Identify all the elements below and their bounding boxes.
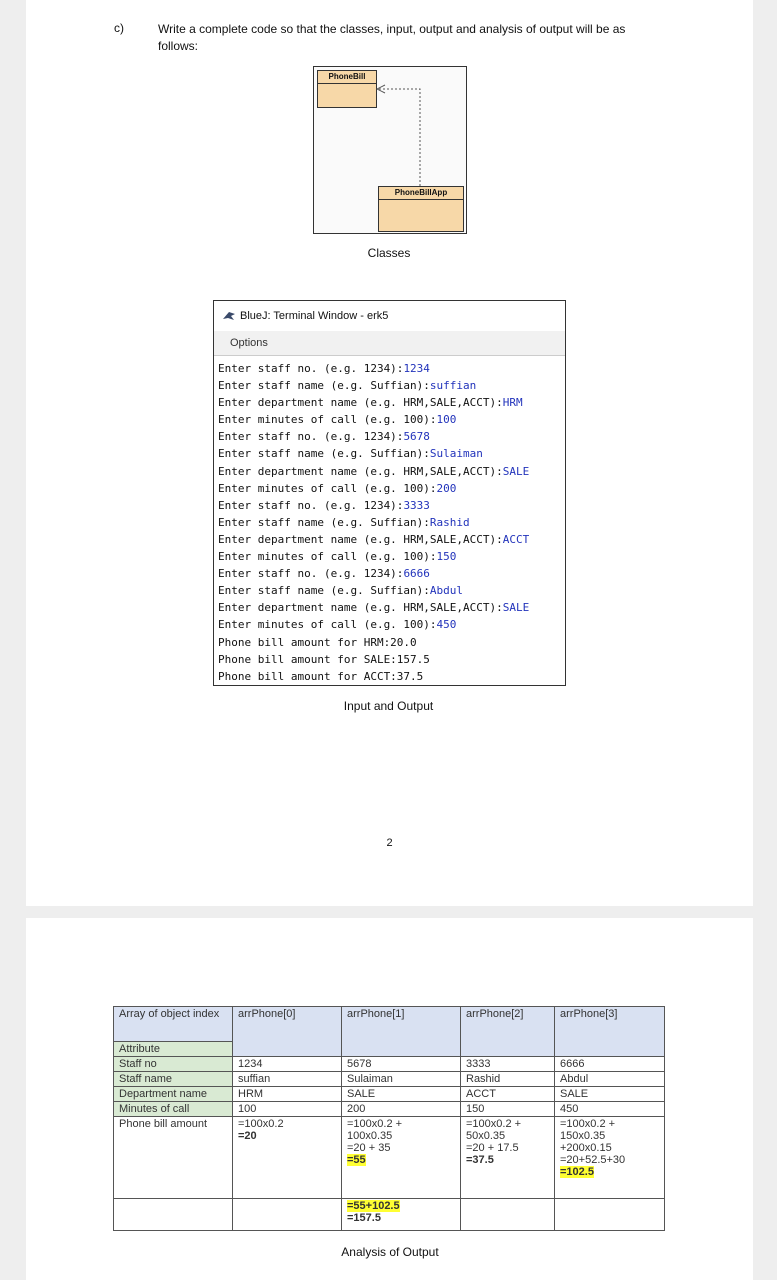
table-row (114, 1057, 665, 1072)
table-header-row (114, 1007, 665, 1042)
terminal-prompt: Enter minutes of call (e.g. 100): (218, 413, 437, 427)
terminal-output (214, 356, 565, 685)
terminal-input-value: suffian (429, 379, 477, 393)
terminal-line (218, 634, 565, 651)
terminal-input-value: 150 (436, 550, 457, 564)
header-cell: arrPhone[1] (342, 1007, 461, 1057)
terminal-prompt: Enter staff name (e.g. Suffian): (218, 515, 430, 529)
terminal-prompt: Phone bill amount for HRM:20.0 (218, 635, 417, 649)
terminal-line (218, 377, 565, 394)
calc-line: 150x0.35 (560, 1130, 606, 1142)
terminal-line (218, 651, 565, 668)
calc-line: =100x0.2 + (560, 1118, 616, 1130)
terminal-line (218, 360, 565, 377)
table-cell: 6666 (555, 1057, 665, 1072)
table-cell: 1234 (233, 1057, 342, 1072)
terminal-line (218, 445, 565, 462)
terminal-input-value: 5678 (403, 430, 430, 444)
calc-line: =20 + 17.5 (466, 1142, 519, 1154)
bill-result: =37.5 (466, 1154, 494, 1166)
table-row (114, 1102, 665, 1117)
terminal-line (218, 582, 565, 599)
row-label: Staff name (114, 1072, 233, 1087)
terminal-prompt: Enter staff no. (e.g. 1234): (218, 362, 404, 375)
terminal-input-value: HRM (502, 396, 523, 410)
terminal-prompt: Enter staff no. (e.g. 1234): (218, 567, 404, 581)
bluej-bird-icon (222, 310, 236, 322)
table-row (114, 1087, 665, 1102)
terminal-prompt: Enter department name (e.g. HRM,SALE,ACCT): (218, 532, 503, 546)
row-label: Department name (114, 1087, 233, 1102)
terminal-prompt: Enter staff name (e.g. Suffian): (218, 584, 430, 598)
terminal-line (218, 463, 565, 480)
table-cell: 450 (555, 1102, 665, 1117)
terminal-title: BlueJ: Terminal Window - erk5 (240, 310, 389, 322)
terminal-input-value: SALE (502, 601, 530, 615)
terminal-line (218, 668, 565, 685)
terminal-line (218, 497, 565, 514)
attribute-label: Attribute (114, 1042, 233, 1057)
terminal-titlebar (214, 301, 565, 331)
terminal-prompt: Enter staff no. (e.g. 1234): (218, 498, 404, 512)
analysis-table (113, 1006, 665, 1231)
terminal-line (218, 599, 565, 616)
calc-line: =20 + 35 (347, 1142, 391, 1154)
table-cell: SALE (342, 1087, 461, 1102)
terminal-prompt: Enter department name (e.g. HRM,SALE,ACCT): (218, 396, 503, 410)
bill-result: =20 (238, 1130, 257, 1142)
table-cell: Sulaiman (342, 1072, 461, 1087)
table-row (114, 1072, 665, 1087)
bill-cell (555, 1117, 665, 1199)
calc-line: 50x0.35 (466, 1130, 506, 1142)
table-cell: SALE (555, 1087, 665, 1102)
terminal-prompt: Enter staff no. (e.g. 1234): (218, 430, 404, 444)
bill-row (114, 1117, 665, 1199)
terminal-line (218, 480, 565, 497)
table-cell: Rashid (461, 1072, 555, 1087)
terminal-line (218, 411, 565, 428)
terminal-line (218, 616, 565, 633)
terminal-prompt: Enter minutes of call (e.g. 100): (218, 481, 437, 495)
menu-options[interactable]: Options (214, 331, 565, 356)
table-cell (233, 1199, 342, 1231)
table-cell: Abdul (555, 1072, 665, 1087)
header-cell: Array of object index (114, 1007, 233, 1042)
terminal-input-value: 450 (436, 618, 457, 632)
row-label: Phone bill amount (114, 1117, 233, 1199)
calc-line: 100x0.35 (347, 1130, 393, 1142)
total-result: =157.5 (347, 1212, 381, 1224)
terminal-input-value: 1234 (403, 362, 430, 375)
terminal-prompt: Enter staff name (e.g. Suffian): (218, 379, 430, 393)
terminal-input-value: 100 (436, 413, 457, 427)
terminal-line (218, 428, 565, 445)
table-cell: HRM (233, 1087, 342, 1102)
table-cell: suffian (233, 1072, 342, 1087)
row-label: Minutes of call (114, 1102, 233, 1117)
terminal-line (218, 565, 565, 582)
caption-analysis: Analysis of Output (341, 1245, 439, 1259)
terminal-input-value: 3333 (403, 498, 430, 512)
header-cell: arrPhone[3] (555, 1007, 665, 1057)
terminal-line (218, 531, 565, 548)
table-cell (114, 1199, 233, 1231)
table-cell: 5678 (342, 1057, 461, 1072)
terminal-line (218, 394, 565, 411)
terminal-input-value: SALE (502, 464, 530, 478)
bill-result: =102.5 (560, 1166, 594, 1178)
table-cell: 150 (461, 1102, 555, 1117)
terminal-input-value: ACCT (502, 532, 530, 546)
header-cell: arrPhone[0] (233, 1007, 342, 1057)
calc-line: =100x0.2 + (466, 1118, 522, 1130)
terminal-input-value: Abdul (429, 584, 464, 598)
calc-line: +200x0.15 (560, 1142, 612, 1154)
terminal-prompt: Enter staff name (e.g. Suffian): (218, 447, 430, 461)
terminal-input-value: Sulaiman (429, 447, 483, 461)
table-cell: 100 (233, 1102, 342, 1117)
terminal-prompt: Phone bill amount for ACCT:37.5 (218, 669, 424, 683)
calc-line: =100x0.2 + (347, 1118, 403, 1130)
table-cell: 200 (342, 1102, 461, 1117)
table-cell: ACCT (461, 1087, 555, 1102)
class-name-phonebill: PhoneBill (318, 71, 376, 84)
terminal-line (218, 514, 565, 531)
bill-cell (342, 1117, 461, 1199)
row-label: Staff no (114, 1057, 233, 1072)
terminal-prompt: Enter department name (e.g. HRM,SALE,ACCT): (218, 601, 503, 615)
question-label: c) (114, 21, 124, 35)
terminal-input-value: Rashid (429, 515, 470, 529)
terminal-window (213, 300, 566, 686)
terminal-prompt: Enter minutes of call (e.g. 100): (218, 550, 437, 564)
question-text: Write a complete code so that the classes, input, output and analysis of output will be as follows: (158, 22, 626, 53)
terminal-input-value: 200 (436, 481, 457, 495)
table-cell: 3333 (461, 1057, 555, 1072)
caption-classes: Classes (367, 246, 411, 260)
dependency-arrow (314, 67, 466, 233)
terminal-prompt: Enter minutes of call (e.g. 100): (218, 618, 437, 632)
terminal-line (218, 548, 565, 565)
terminal-input-value: 6666 (403, 567, 430, 581)
page-number: 2 (386, 837, 393, 849)
calc-line: =20+52.5+30 (560, 1154, 626, 1166)
total-sum: =55+102.5 (347, 1200, 400, 1212)
class-name-phonebillapp: PhoneBillApp (379, 187, 463, 200)
caption-input-output: Input and Output (343, 699, 434, 713)
terminal-prompt: Enter department name (e.g. HRM,SALE,ACCT): (218, 464, 503, 478)
terminal-prompt: Phone bill amount for SALE:157.5 (218, 652, 430, 666)
calc-line: =100x0.2 (238, 1118, 284, 1130)
table-cell (555, 1199, 665, 1231)
uml-diagram (313, 66, 467, 234)
total-cell (342, 1199, 461, 1231)
header-cell: arrPhone[2] (461, 1007, 555, 1057)
total-row (114, 1199, 665, 1231)
table-cell (461, 1199, 555, 1231)
bill-result: =55 (347, 1154, 366, 1166)
bill-cell (461, 1117, 555, 1199)
bill-cell (233, 1117, 342, 1199)
